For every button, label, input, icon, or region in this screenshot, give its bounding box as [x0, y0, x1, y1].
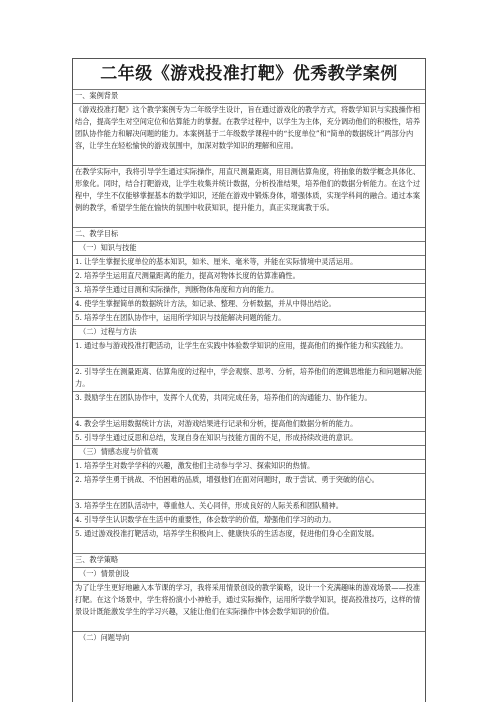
table-row: （二）过程与方法 — [73, 325, 425, 339]
table-row: 1. 培养学生对数学学科的兴趣，激发他们主动参与学习、探索知识的热情。 — [73, 459, 425, 473]
table-row: （一）知识与技能 — [73, 241, 425, 255]
table-row: 《游戏投准打靶》这个教学案例专为二年级学生设计，旨在通过游戏化的教学方式，将数学知识与实践操作相结合，提高学生对空间定位和估算能力的掌握。在教学过程中，以学生为主体，充分调动他们的积极性，培养团队协作能力和解决问题的能力。本案例基于二年级数学课程中的“长度单位”和“简单的数据统计”两部分内容，让学生在轻松愉快的游戏氛围中，加深对数学知识的理解和应用。 — [73, 103, 425, 165]
table-row: （二）问题导向 — [73, 631, 425, 645]
table-row: 3. 培养学生在团队活动中，尊重他人、关心同伴，形成良好的人际关系和团队精神。 — [73, 499, 425, 513]
table-row: 4. 引导学生认识数学在生活中的重要性，体会数学的价值，增强他们学习的动力。 — [73, 513, 425, 527]
table-row: 5. 培养学生在团队协作中，运用所学知识与技能解决问题的能力。 — [73, 311, 425, 325]
document-page — [72, 58, 426, 702]
table-row: 二、教学目标 — [73, 227, 425, 241]
table-row: 为了让学生更好地融入本节课的学习，我将采用情景创设的教学策略，设计一个充满趣味的游戏场景——投准打靶。在这个场景中，学生将扮演小小神枪手，通过实际操作，运用所学数学知识，提高投准技巧，这样的情景设计既能激发学生的学习兴趣，又能让他们在实际操作中体会数学知识的价值。 — [73, 581, 425, 631]
table-row: 5. 引导学生通过反思和总结，发现自身在知识与技能方面的不足，形成持续改进的意识。 — [73, 431, 425, 445]
document-title: 二年级《游戏投准打靶》优秀教学案例 — [100, 64, 398, 84]
table-row: 4. 使学生掌握简单的数据统计方法，如记录、整理、分析数据，并从中得出结论。 — [73, 297, 425, 311]
table-row: 1. 通过参与游戏投准打靶活动，让学生在实践中体验数学知识的应用，提高他们的操作能力和实践能力。 — [73, 339, 425, 365]
table-row: 5. 通过游戏投准打靶活动，培养学生积极向上、健康快乐的生活态度，促进他们身心全面发展。 — [73, 527, 425, 553]
table-row: （三）情感态度与价值观 — [73, 445, 425, 459]
table-row: 一、案例背景 — [73, 89, 425, 103]
table-row: 2. 引导学生在测量距离、估算角度的过程中，学会观察、思考、分析，培养他们的逻辑思维能力和问题解决能力。 — [73, 365, 425, 391]
table-row: 三、教学策略 — [73, 553, 425, 567]
table-row: 2. 培养学生勇于挑战、不怕困难的品质，增强他们在面对问题时，敢于尝试、勇于突破的信心。 — [73, 473, 425, 499]
table-row: 在教学实际中，我将引导学生通过实际操作，用直尺测量距离，用目测估算角度，将抽象的数学概念具体化、形象化。同时，结合打靶游戏，让学生收集并统计数据，分析投准结果，培养他们的数据分析能力。在这个过程中，学生不仅能够掌握基本的数学知识，还能在游戏中锻炼身体，增强体质，实现学科间的融合。通过本案例的教学，希望学生能在愉快的氛围中收获知识，提升能力，真正实现寓教于乐。 — [73, 165, 425, 227]
table-row: 4. 教会学生运用数据统计方法，对游戏结果进行记录和分析，提高他们数据分析的能力。 — [73, 417, 425, 431]
table-row: 2. 培养学生运用直尺测量距离的能力，提高对物体长度的估算准确性。 — [73, 269, 425, 283]
table-row: 3. 培养学生通过目测和实际操作，判断物体角度和方向的能力。 — [73, 283, 425, 297]
table-row: 1. 让学生掌握长度单位的基本知识，如米、厘米、毫米等，并能在实际情境中灵活运用。 — [73, 255, 425, 269]
document-table — [73, 89, 425, 645]
table-row: （一）情景创设 — [73, 567, 425, 581]
table-row: 3. 鼓励学生在团队协作中，发挥个人优势，共同完成任务，培养他们的沟通能力、协作能力。 — [73, 391, 425, 417]
